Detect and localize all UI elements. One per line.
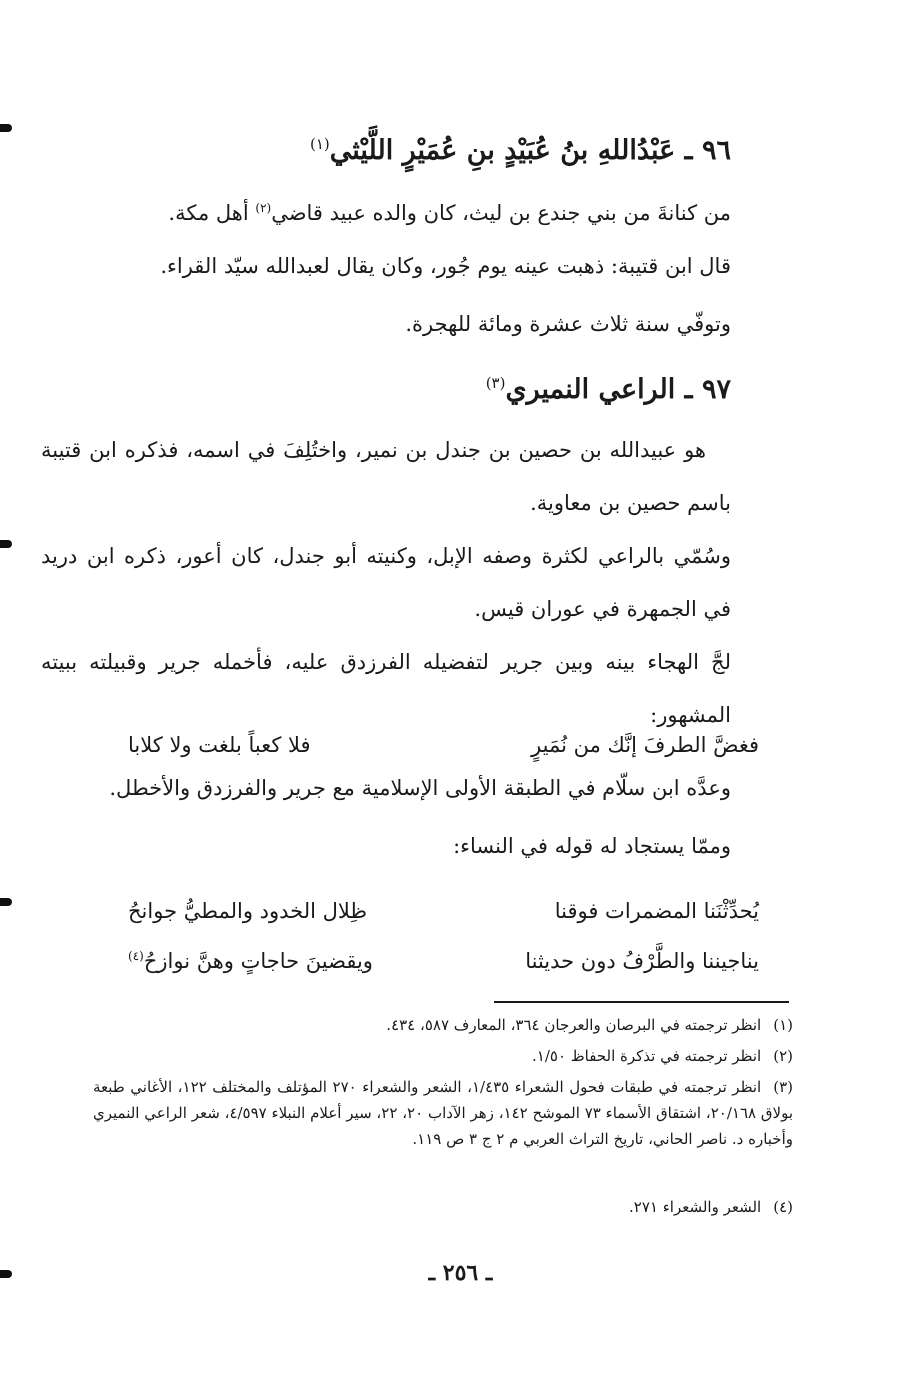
verse-hemistich-second: ويقضينَ حاجاتٍ وهنَّ نوازحُ$^{(٤)}$ bbox=[128, 949, 373, 973]
paragraph: لجَّ الهجاء بينه وبين جرير لتفضيله الفرزدق عليه، فأخمله جرير وقبيلته ببيته المشهور: bbox=[41, 650, 731, 727]
verse-hemistich-first: فغضَّ الطرفَ إنَّك من نُمَيرٍ bbox=[531, 733, 759, 757]
footnote-ref: (١) bbox=[309, 135, 330, 153]
verse-hemistich-first: يناجيننا والطَّرْفُ دون حديثنا bbox=[525, 949, 759, 973]
paragraph: قال ابن قتيبة: ذهبت عينه يوم جُور، وكان يقال لعبدالله سيّد القراء. bbox=[160, 254, 731, 278]
paragraph: وتوفّي سنة ثلاث عشرة ومائة للهجرة. bbox=[405, 312, 731, 336]
footnote-ref: (٢) bbox=[255, 201, 272, 215]
paragraph: من كنانةَ من بني جندع بن ليث، كان والده عبيد قاضي$^{(٢)}$ أهل مكة. bbox=[168, 201, 731, 225]
binding-mark bbox=[0, 898, 12, 906]
footnote-ref: (٤) bbox=[128, 949, 144, 963]
paragraph: وعدَّه ابن سلّام في الطبقة الأولى الإسلامية مع جرير والفرزدق والأخطل. bbox=[109, 776, 731, 800]
page-number: ـ ٢٥٦ ـ bbox=[428, 1260, 493, 1286]
verse-hemistich-first: يُحدِّثْنَنا المضمرات فوقنا bbox=[554, 899, 759, 923]
paragraph: وسُمّي بالراعي لكثرة وصفه الإبل، وكنيته أبو جندل، كان أعور، ذكره ابن دريد في الجمهرة في عوران قيس. bbox=[41, 544, 731, 621]
entry-heading-96: ٩٦ ـ عَبْدُاللهِ بنُ عُبَيْدٍ بنِ عُمَيْرٍ اللَّيْثي$^{(١)}$ bbox=[309, 135, 731, 166]
footnote-divider bbox=[494, 1001, 789, 1003]
verse-hemistich-second: فلا كعباً بلغت ولا كلابا bbox=[128, 733, 311, 757]
verse-hemistich-second: ظِلال الخدود والمطيُّ جوانحُ bbox=[128, 899, 368, 923]
binding-mark bbox=[0, 124, 12, 132]
footnote: (٣)انظر ترجمته في طبقات فحول الشعراء ١/٤٣٥، الشعر والشعراء ٢٧٠ المؤتلف والمختلف ١٢٢، الأغاني طبعة بولاق ٢٠/١٦٨، اشتقاق الأسماء ٧٣ الموشح ١٤٢، زهر الآداب ٢٠، ٢٢، سير أعلام النبلاء ٤/٥٩٧، شعر الراعي النميري وأخباره د. ناصر الحاني، تاريخ التراث العربي م ٢ ج ٣ ص ١١٩. bbox=[93, 1078, 794, 1148]
footnote: (٢)انظر ترجمته في تذكرة الحفاظ ١/٥٠. bbox=[532, 1047, 793, 1065]
binding-mark bbox=[0, 540, 12, 548]
entry-heading-97: ٩٧ ـ الراعي النميري$^{(٣)}$ bbox=[485, 374, 731, 405]
footnote: (١)انظر ترجمته في البرصان والعرجان ٣٦٤، المعارف ٥٨٧، ٤٣٤. bbox=[386, 1016, 793, 1034]
paragraph: وممّا يستجاد له قوله في النساء: bbox=[453, 834, 731, 858]
paragraph: هو عبيدالله بن حصين بن جندل بن نمير، واختُلِفَ في اسمه، فذكره ابن قتيبة باسم حصين بن معاوية. bbox=[41, 438, 731, 515]
footnote-ref: (٣) bbox=[485, 374, 506, 392]
footnote: (٤)الشعر والشعراء ٢٧١. bbox=[629, 1198, 793, 1216]
